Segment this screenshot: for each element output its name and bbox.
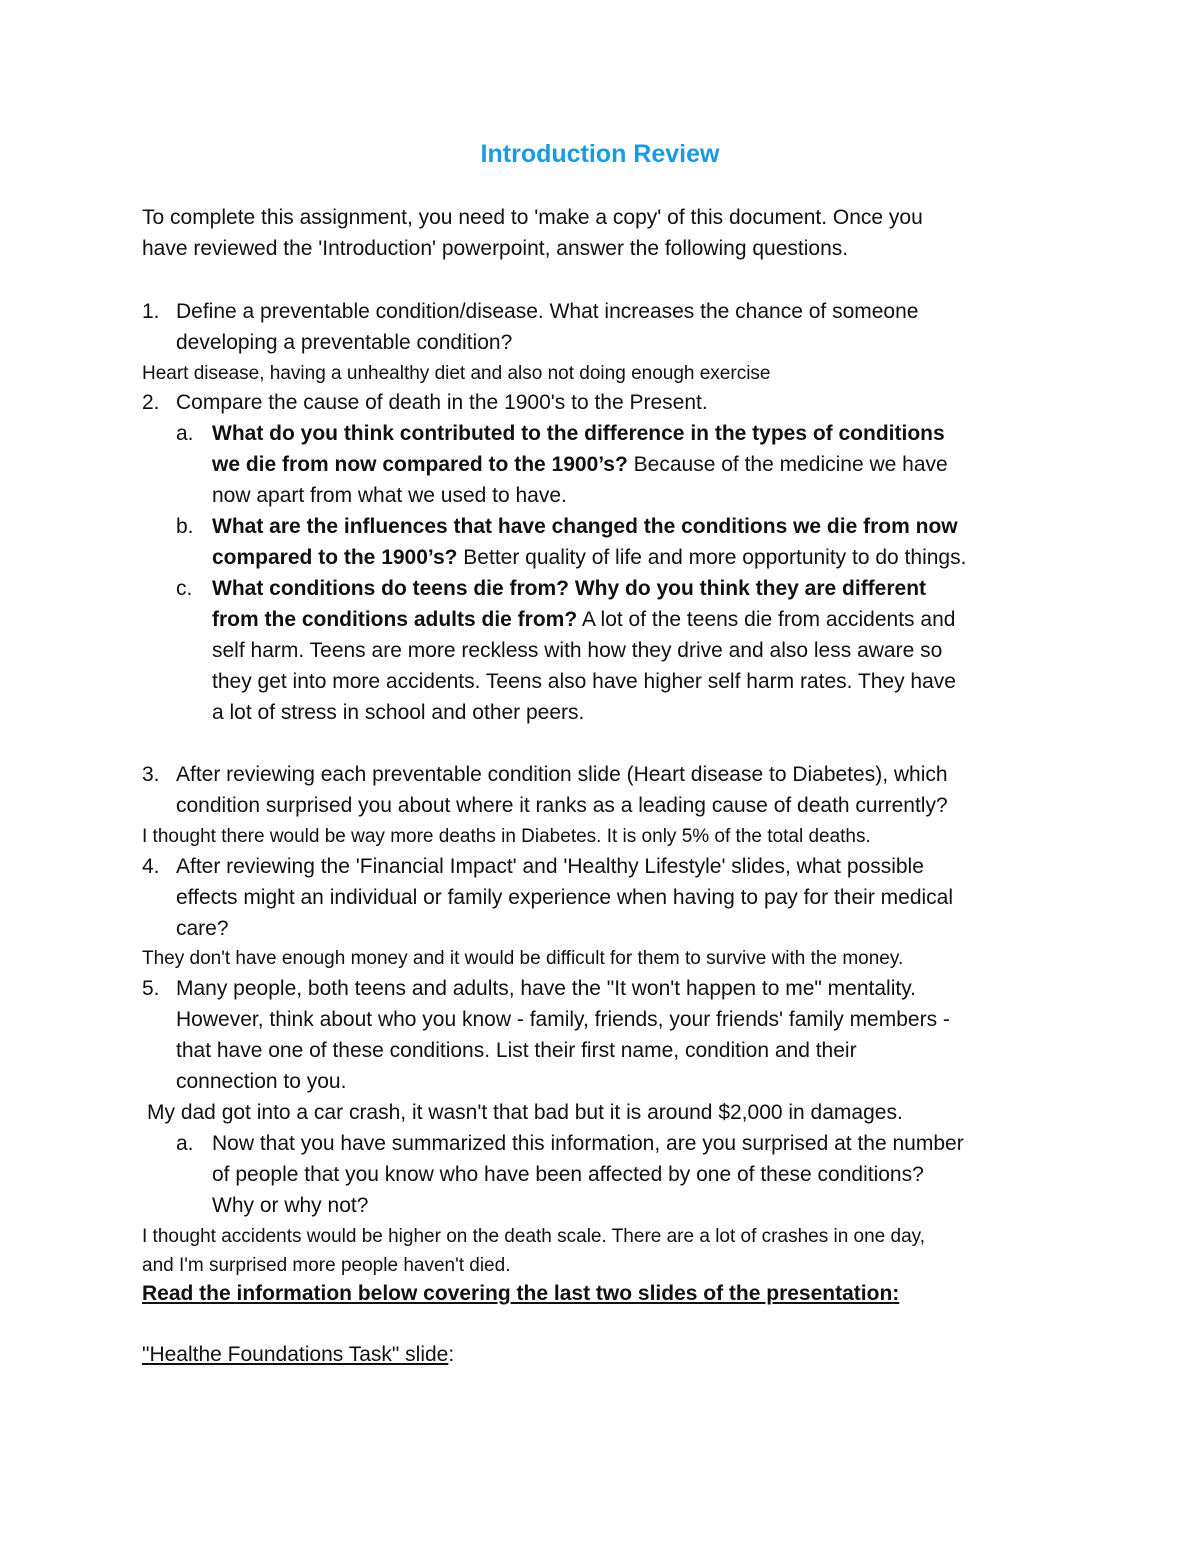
- intro-line-2: have reviewed the 'Introduction' powerpoint, answer the following questions.: [142, 237, 849, 260]
- q2a-question-2: we die from now compared to the 1900’s?: [212, 453, 628, 476]
- q5a-answer-1: I thought accidents would be higher on the death scale. There are a lot of crashes in one day,: [142, 1226, 926, 1247]
- q2b-line-1: [212, 511, 958, 542]
- slide-reference: [142, 1339, 454, 1370]
- q2c-answer-1: A lot of the teens die from accidents and: [577, 608, 956, 631]
- q5a-line-2: of people that you know who have been affected by one of these conditions?: [212, 1163, 924, 1186]
- q5-number: 5.: [142, 977, 160, 1000]
- q5-answer: My dad got into a car crash, it wasn't that bad but it is around $2,000 in damages.: [147, 1101, 903, 1124]
- read-heading: Read the information below covering the last two slides of the presentation:: [142, 1282, 900, 1305]
- q5-line-3: that have one of these conditions. List their first name, condition and their: [176, 1039, 857, 1062]
- q2b-answer: Better quality of life and more opportunity to do things.: [457, 546, 967, 569]
- q3-number: 3.: [142, 763, 160, 786]
- q5a-label: a.: [176, 1132, 194, 1155]
- q2-line-1: Compare the cause of death in the 1900's to the Present.: [176, 391, 708, 414]
- q2a-answer-1: Because of the medicine we have: [627, 453, 948, 476]
- q2c-answer-4: a lot of stress in school and other peers.: [212, 701, 585, 724]
- q2c-question-1: What conditions do teens die from? Why do you think they are different: [212, 577, 927, 600]
- q2a-line-2: [212, 449, 948, 480]
- q2c-line-2: [212, 604, 955, 635]
- q1-line-1: Define a preventable condition/disease. What increases the chance of someone: [176, 300, 919, 323]
- q2-number: 2.: [142, 391, 160, 414]
- q2b-question-1: What are the influences that have changed the conditions we die from now: [212, 515, 958, 538]
- q2a-label: a.: [176, 422, 194, 445]
- q2b-question-2: compared to the 1900’s?: [212, 546, 458, 569]
- q4-line-2: effects might an individual or family experience when having to pay for their medical: [176, 886, 954, 909]
- slide-reference-text: "Healthe Foundations Task" slide: [142, 1343, 449, 1366]
- q4-number: 4.: [142, 855, 160, 878]
- q2a-answer-2: now apart from what we used to have.: [212, 484, 567, 507]
- q4-answer: They don't have enough money and it would be difficult for them to survive with the money.: [142, 948, 904, 969]
- q3-line-1: After reviewing each preventable condition slide (Heart disease to Diabetes), which: [176, 763, 948, 786]
- intro-line-1: To complete this assignment, you need to 'make a copy' of this document. Once you: [142, 206, 923, 229]
- slide-reference-colon: :: [448, 1343, 455, 1366]
- q5a-line-3: Why or why not?: [212, 1194, 369, 1217]
- q3-answer: I thought there would be way more deaths in Diabetes. It is only 5% of the total deaths.: [142, 826, 871, 847]
- q2c-line-1: [212, 573, 926, 604]
- q2b-line-2: [212, 542, 966, 573]
- q5-line-1: Many people, both teens and adults, have the "It won't happen to me" mentality.: [176, 977, 916, 1000]
- q2c-answer-3: they get into more accidents. Teens also have higher self harm rates. They have: [212, 670, 956, 693]
- q5a-answer-2: and I'm surprised more people haven't died.: [142, 1255, 511, 1276]
- q3-line-2: condition surprised you about where it ranks as a leading cause of death currently?: [176, 794, 948, 817]
- q1-line-2: developing a preventable condition?: [176, 331, 513, 354]
- q5a-line-1: Now that you have summarized this information, are you surprised at the number: [212, 1132, 964, 1155]
- q1-answer: Heart disease, having a unhealthy diet and also not doing enough exercise: [142, 363, 771, 384]
- q2c-label: c.: [176, 577, 193, 600]
- q2c-question-2: from the conditions adults die from?: [212, 608, 578, 631]
- q2b-label: b.: [176, 515, 194, 538]
- q2a-question-1: What do you think contributed to the difference in the types of conditions: [212, 422, 945, 445]
- q1-number: 1.: [142, 300, 160, 323]
- q4-line-3: care?: [176, 917, 229, 940]
- q2c-answer-2: self harm. Teens are more reckless with how they drive and also less aware so: [212, 639, 943, 662]
- page-title: Introduction Review: [480, 140, 720, 168]
- q2a-line-1: [212, 418, 945, 449]
- q5-line-4: connection to you.: [176, 1070, 347, 1093]
- q5-line-2: However, think about who you know - family, friends, your friends' family members -: [176, 1008, 950, 1031]
- q4-line-1: After reviewing the 'Financial Impact' and 'Healthy Lifestyle' slides, what possible: [176, 855, 924, 878]
